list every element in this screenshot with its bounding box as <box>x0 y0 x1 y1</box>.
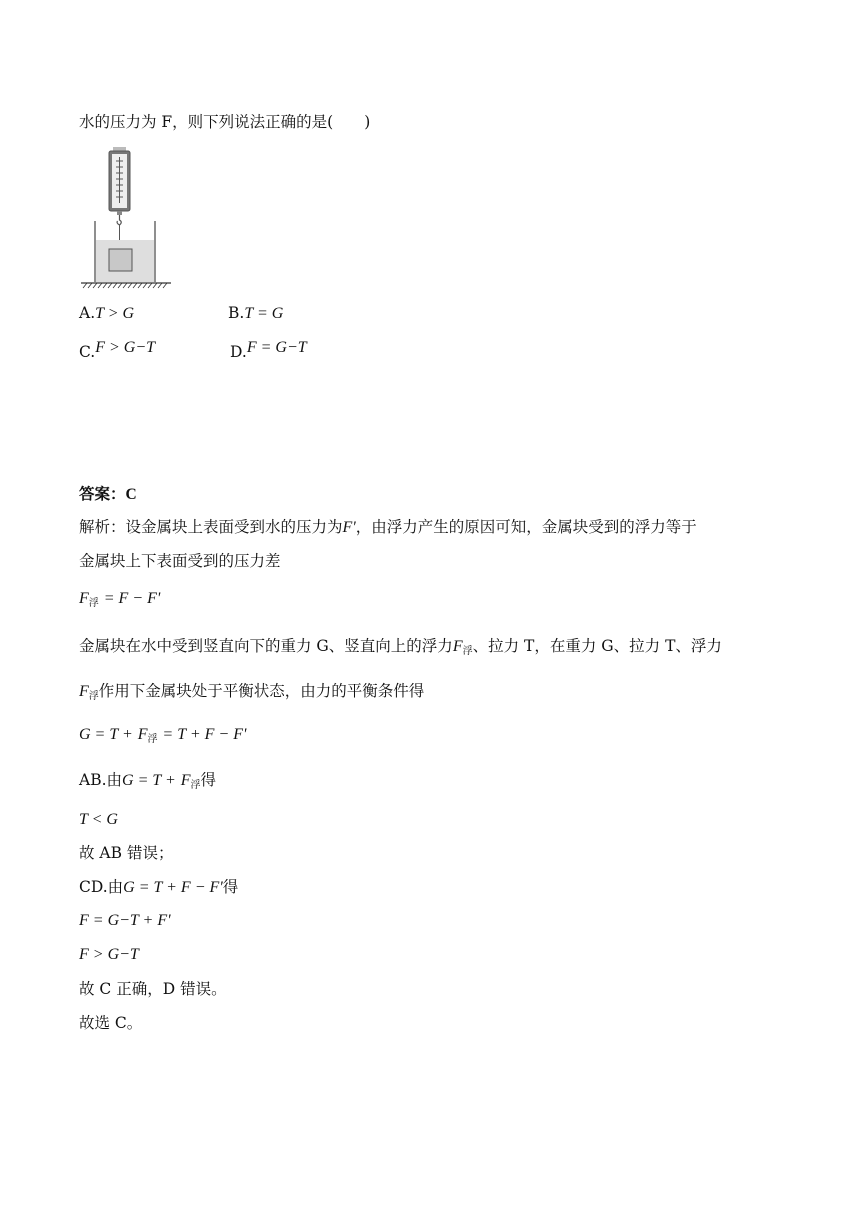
equation-buoyancy: $F_浮 = F - F'$ <box>79 590 161 609</box>
option-c[interactable]: C.F > G−T <box>79 339 156 361</box>
solution-line-3: 金属块在水中受到竖直向下的重力 G、竖直向上的浮力$F_浮$、拉力 T，在重力 G、拉力 T、浮力 <box>79 637 722 657</box>
spring-scale <box>109 147 130 249</box>
option-b[interactable]: B.T = G <box>228 304 284 322</box>
equation-f-greater: F > G−T <box>79 946 139 963</box>
ab-derivation: AB.由$G = T + F_浮$得 <box>79 771 217 791</box>
final-choice: 故选 C。 <box>79 1014 143 1032</box>
solution-line-4: $F_浮$作用下金属块处于平衡状态，由力的平衡条件得 <box>79 682 425 702</box>
option-a[interactable]: A.T > G <box>79 304 135 322</box>
equation-t-less-g: T < G <box>79 811 118 828</box>
answer-line: 答案：C <box>79 484 137 503</box>
ground <box>81 283 171 288</box>
ab-conclusion: 故 AB 错误； <box>79 844 174 862</box>
option-d[interactable]: D.F = G−T <box>230 339 307 361</box>
question-stem: 水的压力为 F，则下列说法正确的是( ) <box>79 113 371 131</box>
equation-f-value: F = G−T + F' <box>79 912 171 929</box>
cd-derivation: CD.由G = T + F − F'得 <box>79 878 239 896</box>
metal-block <box>109 249 132 271</box>
equation-balance: $G = T + F_浮 = T + F - F'$ <box>79 726 247 745</box>
solution-line-1: 解析：设金属块上表面受到水的压力为F'，由浮力产生的原因可知，金属块受到的浮力等于 <box>79 518 697 536</box>
solution-line-2: 金属块上下表面受到的压力差 <box>79 552 281 570</box>
cd-conclusion: 故 C 正确，D 错误。 <box>79 980 227 998</box>
spring-scale-figure <box>79 143 174 291</box>
